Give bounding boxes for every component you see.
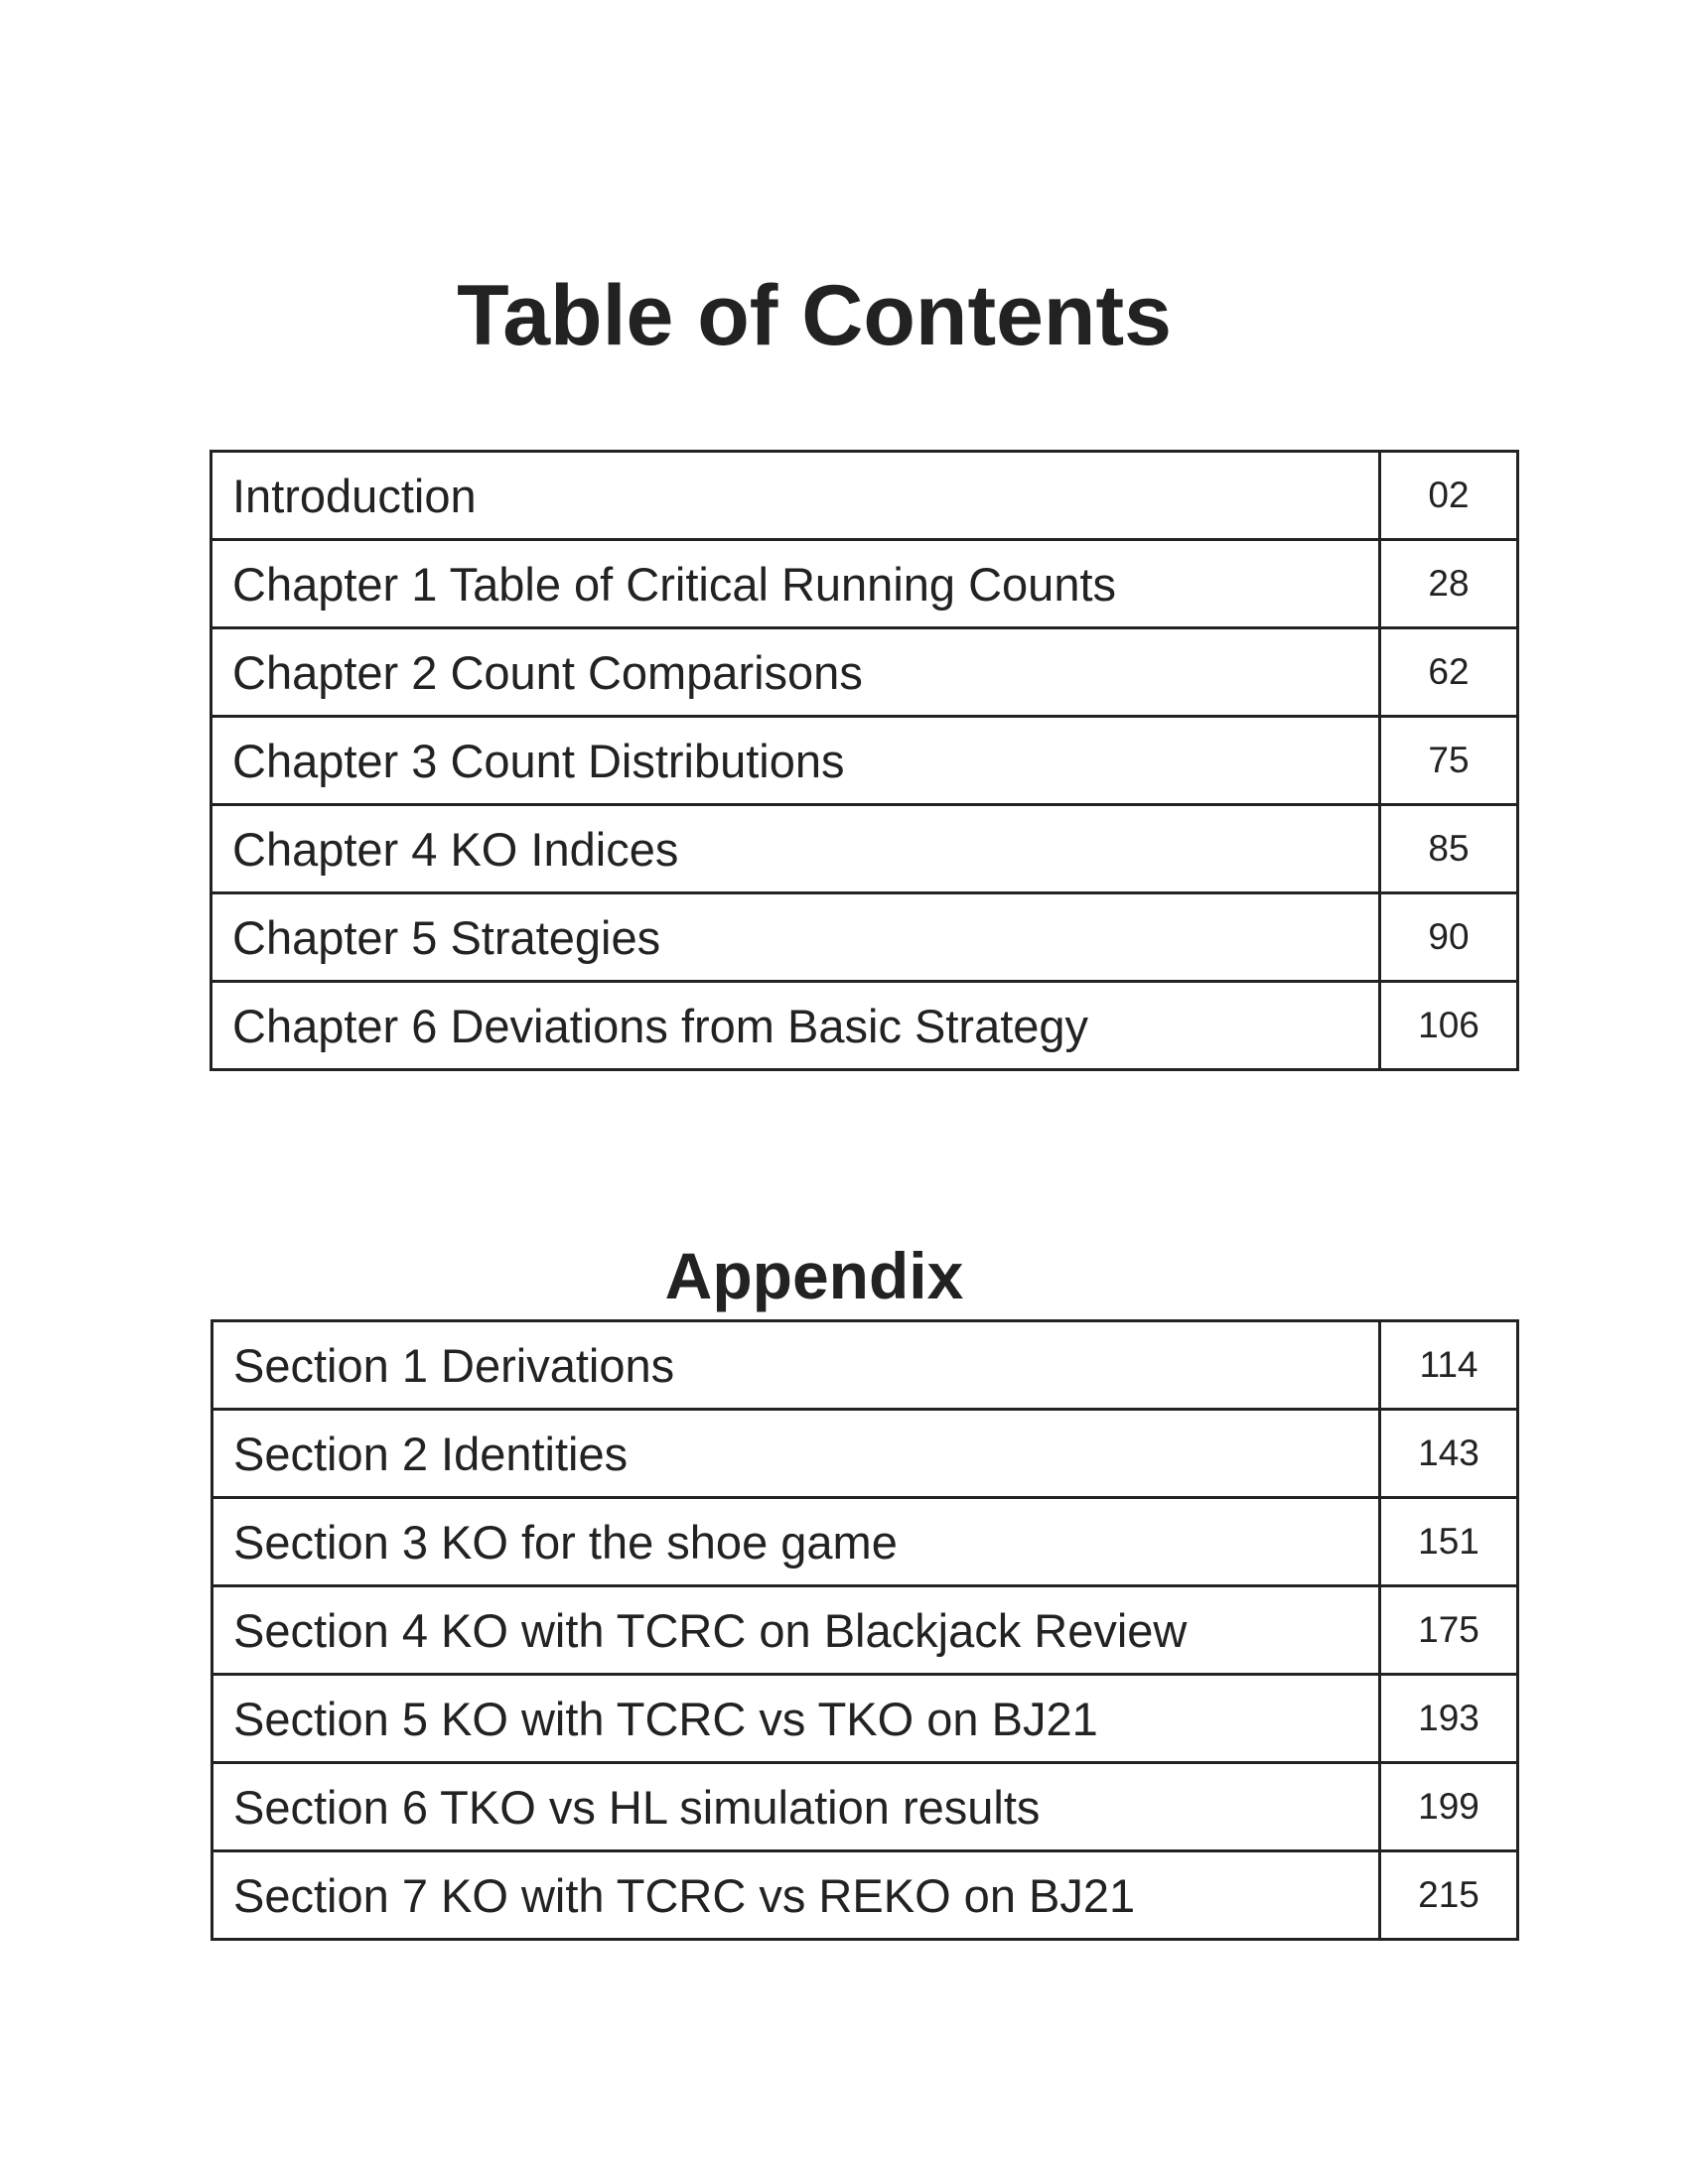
appendix-entry-page: 143: [1380, 1410, 1518, 1498]
appendix-entry-page: 175: [1380, 1586, 1518, 1675]
toc-entry-label: Chapter 6 Deviations from Basic Strategy: [211, 982, 1380, 1070]
appendix-entry-label: Section 4 KO with TCRC on Blackjack Review: [212, 1586, 1380, 1675]
appendix-entry-label: Section 5 KO with TCRC vs TKO on BJ21: [212, 1675, 1380, 1763]
appendix-row: [212, 1586, 1518, 1675]
appendix-entry-label: Section 2 Identities: [212, 1410, 1380, 1498]
toc-row: [211, 628, 1518, 717]
appendix-entry-label: Section 3 KO for the shoe game: [212, 1498, 1380, 1586]
toc-entry-page: 90: [1380, 893, 1518, 982]
appendix-entry-label: Section 6 TKO vs HL simulation results: [212, 1763, 1380, 1851]
toc-row: [211, 540, 1518, 628]
appendix-entry-label: Section 1 Derivations: [212, 1321, 1380, 1410]
appendix-heading: Appendix: [664, 1239, 964, 1312]
toc-row: [211, 717, 1518, 805]
toc-row: [211, 805, 1518, 893]
appendix-entry-page: 199: [1380, 1763, 1518, 1851]
appendix-entry-page: 193: [1380, 1675, 1518, 1763]
appendix-row: [212, 1763, 1518, 1851]
appendix-entry-page: 114: [1380, 1321, 1518, 1410]
toc-row: [211, 893, 1518, 982]
appendix-row: [212, 1498, 1518, 1586]
toc-entry-page: 85: [1380, 805, 1518, 893]
page-title: Table of Contents: [457, 268, 1172, 363]
toc-entry-page: 75: [1380, 717, 1518, 805]
appendix-entry-page: 151: [1380, 1498, 1518, 1586]
toc-entry-label: Chapter 2 Count Comparisons: [211, 628, 1380, 717]
appendix-row: [212, 1321, 1518, 1410]
toc-entry-page: 106: [1380, 982, 1518, 1070]
toc-entry-label: Chapter 3 Count Distributions: [211, 717, 1380, 805]
toc-entry-page: 62: [1380, 628, 1518, 717]
appendix-entry-label: Section 7 KO with TCRC vs REKO on BJ21: [212, 1851, 1380, 1940]
appendix-row: [212, 1410, 1518, 1498]
toc-row: [211, 452, 1518, 540]
toc-entry-page: 28: [1380, 540, 1518, 628]
toc-entry-label: Chapter 5 Strategies: [211, 893, 1380, 982]
toc-row: [211, 982, 1518, 1070]
toc-entry-label: Chapter 1 Table of Critical Running Counts: [211, 540, 1380, 628]
appendix-entry-page: 215: [1380, 1851, 1518, 1940]
toc-entry-page: 02: [1380, 452, 1518, 540]
toc-entry-label: Introduction: [211, 452, 1380, 540]
appendix-row: [212, 1675, 1518, 1763]
appendix-table: [211, 1319, 1519, 1941]
contents-table: [210, 450, 1519, 1071]
appendix-row: [212, 1851, 1518, 1940]
toc-entry-label: Chapter 4 KO Indices: [211, 805, 1380, 893]
